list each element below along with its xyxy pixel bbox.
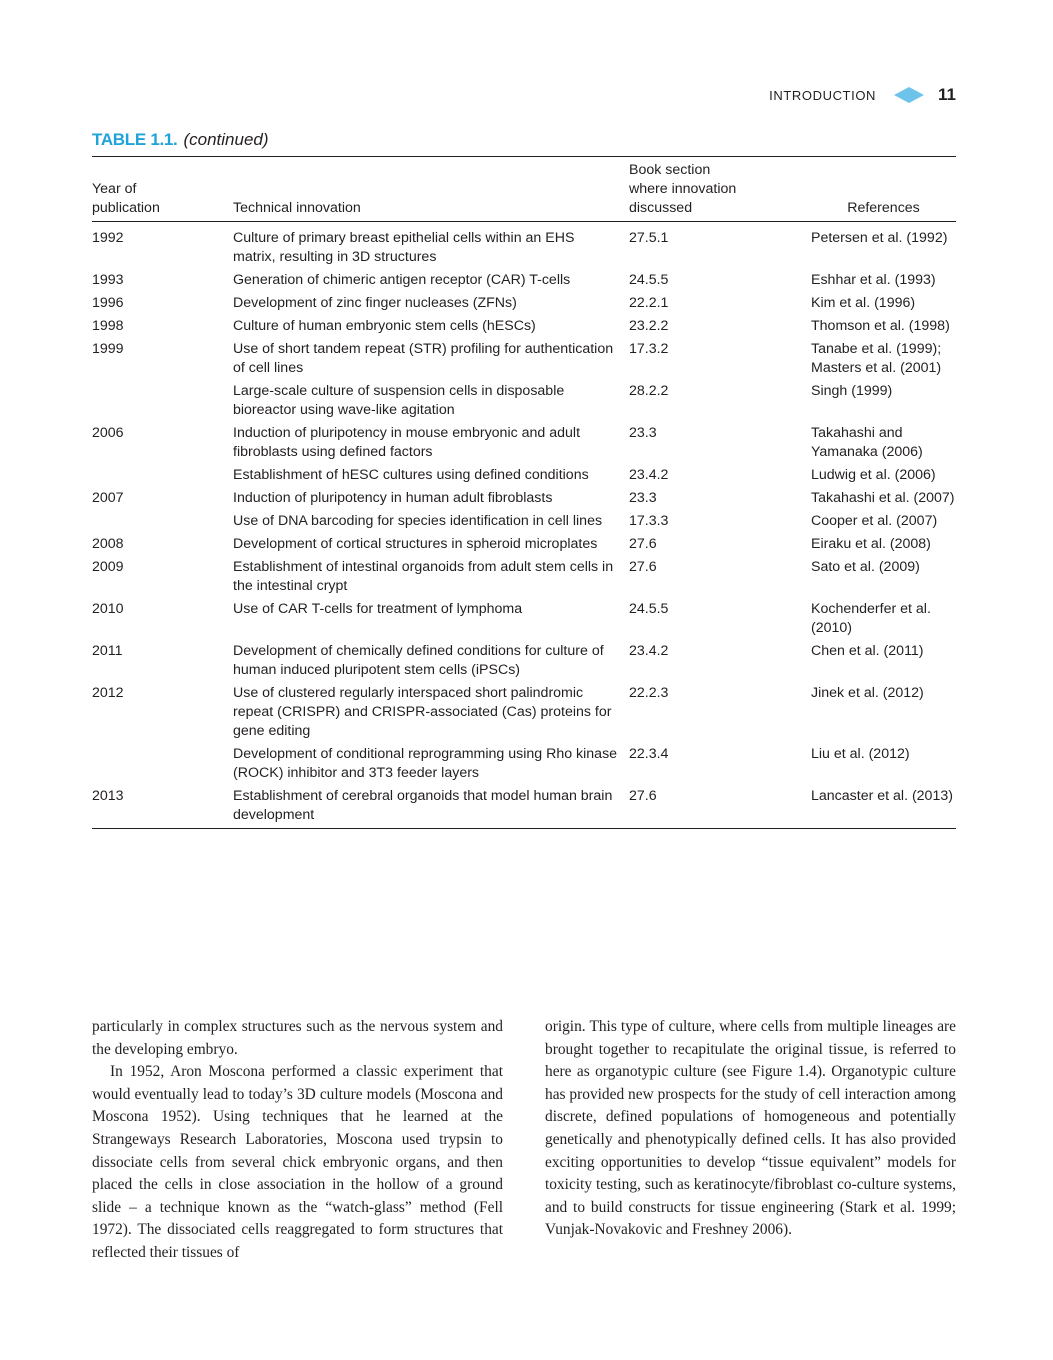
cell-year: 2006: [92, 425, 124, 441]
header-references: [811, 157, 956, 222]
cell-year: 2011: [92, 643, 123, 659]
innovation-table: [92, 156, 956, 829]
page-number: 11: [938, 85, 956, 104]
cell-innovation: Generation of chimeric antigen receptor (CAR) T-cells: [233, 272, 571, 288]
cell-section: 27.6: [629, 787, 811, 829]
cell-section: 17.3.3: [629, 513, 669, 529]
cell-section: 23.2.2: [629, 318, 669, 334]
header-section-line: where innovation: [629, 181, 737, 197]
table-row: [92, 535, 956, 558]
body-paragraph: particularly in complex structures such as the nervous system and the developing embryo.: [92, 1018, 503, 1058]
cell-references: Liu et al. (2012): [811, 746, 910, 762]
cell-section: 24.5.5: [629, 601, 669, 617]
cell-innovation: Use of DNA barcoding for species identification in cell lines: [233, 513, 603, 529]
cell-section: 27.6: [629, 559, 657, 575]
cell-section: 28.2.2: [629, 383, 669, 399]
cell-references: Singh (1999): [811, 383, 893, 399]
cell-innovation: Establishment of cerebral organoids that model human brain development: [233, 787, 629, 829]
table-row: [92, 558, 956, 600]
cell-innovation: Use of CAR T-cells for treatment of lymphoma: [233, 601, 523, 617]
table-caption: [92, 130, 269, 150]
table-header-row: [92, 157, 956, 222]
running-head-section: INTRODUCTION: [769, 87, 877, 103]
cell-references: Petersen et al. (1992): [811, 230, 948, 246]
cell-section: 23.3: [629, 490, 657, 506]
table-row: [92, 294, 956, 317]
table-row: [92, 271, 956, 294]
header-references-line: References: [847, 200, 920, 216]
running-head: [769, 84, 956, 106]
table-row: [92, 317, 956, 340]
cell-section: 22.2.3: [629, 685, 669, 701]
cell-references: Cooper et al. (2007): [811, 513, 938, 529]
cell-innovation: Large-scale culture of suspension cells in disposable bioreactor using wave-like agitation: [233, 383, 565, 418]
cell-references: Eiraku et al. (2008): [811, 536, 931, 552]
table-row: [92, 684, 956, 745]
cell-innovation: Induction of pluripotency in human adult fibroblasts: [233, 490, 553, 506]
cell-references: Thomson et al. (1998): [811, 318, 950, 334]
cell-section: 22.2.1: [629, 295, 669, 311]
table-row: [92, 745, 956, 787]
cell-section: 23.3: [629, 425, 657, 441]
cell-innovation: Use of clustered regularly interspaced short palindromic repeat (CRISPR) and CRISPR-associated (Cas) proteins for gene editing: [233, 685, 612, 739]
cell-references: Chen et al. (2011): [811, 643, 924, 659]
table-row: [92, 489, 956, 512]
body-paragraph: In 1952, Aron Moscona performed a classic experiment that would eventually lead to today’s 3D culture models (Moscona and Moscona 1952). Using techniques that he learned at the Strangeways Research Laboratories, Moscona used trypsin to dissociate cells from several chick embryonic organs, and then placed the cells in close association in the hollow of a ground slide – a technique known as the “watch-glass” method (Fell 1972). The dissociated cells reaggregated to form structures that reflected their tissues of: [92, 1063, 503, 1261]
cell-references: Eshhar et al. (1993): [811, 272, 936, 288]
cell-section: 22.3.4: [629, 746, 669, 762]
header-year: [92, 157, 233, 222]
cell-section: 24.5.5: [629, 272, 669, 288]
table-row: [92, 787, 956, 829]
cell-references: Sato et al. (2009): [811, 559, 920, 575]
cell-innovation: Induction of pluripotency in mouse embryonic and adult fibroblasts using defined factors: [233, 425, 581, 460]
header-innovation: [233, 157, 629, 222]
table-row: [92, 222, 956, 272]
cell-year: 2008: [92, 536, 124, 552]
cell-year: 2009: [92, 559, 124, 575]
cell-section: 27.5.1: [629, 230, 669, 246]
cell-references: Kim et al. (1996): [811, 295, 916, 311]
header-section: [629, 157, 811, 222]
cell-year: [92, 745, 233, 787]
cell-innovation: Development of cortical structures in spheroid microplates: [233, 536, 598, 552]
cell-references: Kochenderfer et al. (2010): [811, 601, 931, 636]
cell-year: [92, 512, 233, 535]
table-row: [92, 340, 956, 382]
cell-year: 2007: [92, 490, 124, 506]
cell-year: 1992: [92, 230, 124, 246]
cell-references: Tanabe et al. (1999); Masters et al. (2001): [811, 341, 942, 376]
table-row: [92, 466, 956, 489]
cell-innovation: Development of conditional reprogramming using Rho kinase (ROCK) inhibitor and 3T3 feeder layers: [233, 746, 618, 781]
table-row: [92, 642, 956, 684]
cell-year: 1993: [92, 272, 124, 288]
cell-year: 1998: [92, 318, 124, 334]
cell-innovation: Development of zinc finger nucleases (ZFNs): [233, 295, 517, 311]
table-body: [92, 222, 956, 829]
cell-innovation: Development of chemically defined conditions for culture of human induced pluripotent stem cells (iPSCs): [233, 643, 604, 678]
header-section-line: discussed: [629, 200, 693, 216]
diamond-icon: [894, 87, 924, 103]
cell-year: 1999: [92, 341, 124, 357]
cell-innovation: Establishment of intestinal organoids from adult stem cells in the intestinal crypt: [233, 559, 614, 594]
cell-references: Lancaster et al. (2013): [811, 787, 956, 829]
cell-innovation: Culture of primary breast epithelial cells within an EHS matrix, resulting in 3D structures: [233, 230, 575, 265]
cell-references: Takahashi and Yamanaka (2006): [811, 425, 923, 460]
cell-references: Ludwig et al. (2006): [811, 467, 936, 483]
cell-section: 23.4.2: [629, 643, 669, 659]
header-section-line: Book section: [629, 162, 711, 178]
cell-year: 2012: [92, 685, 124, 701]
cell-references: Jinek et al. (2012): [811, 685, 924, 701]
cell-year: 2013: [92, 787, 233, 829]
body-column-left: [92, 1016, 503, 1265]
cell-innovation: Culture of human embryonic stem cells (hESCs): [233, 318, 536, 334]
cell-section: 23.4.2: [629, 467, 669, 483]
cell-year: [92, 466, 233, 489]
header-innovation-line: Technical innovation: [233, 200, 361, 216]
cell-section: 17.3.2: [629, 341, 669, 357]
table-continued-label: (continued): [183, 130, 269, 149]
cell-references: Takahashi et al. (2007): [811, 490, 955, 506]
cell-innovation: Establishment of hESC cultures using defined conditions: [233, 467, 589, 483]
body-column-right: [545, 1016, 956, 1242]
body-paragraph: origin. This type of culture, where cells from multiple lineages are brought together to recapitulate the original tissue, is referred to here as organotypic culture (see Figure 1.4). Organotypic culture has provided new prospects for the study of cell interaction among discrete, defined populations of homogeneous and potentially genetically and phenotypically defined cells. It has also provided exciting opportunities to develop “tissue equivalent” models for toxicity testing, such as keratinocyte/fibroblast co-culture systems, and to build constructs for tissue engineering (Stark et al. 1999; Vunjak-Novakovic and Freshney 2006).: [545, 1018, 956, 1239]
table-row: [92, 512, 956, 535]
cell-year: [92, 382, 233, 424]
table-label: TABLE 1.1.: [92, 130, 178, 149]
table-row: [92, 424, 956, 466]
cell-innovation: Use of short tandem repeat (STR) profiling for authentication of cell lines: [233, 341, 614, 376]
cell-year: 2010: [92, 601, 124, 617]
table-row: [92, 382, 956, 424]
cell-year: 1996: [92, 295, 124, 311]
header-year-line: Year of: [92, 181, 137, 197]
header-year-line: publication: [92, 200, 160, 216]
cell-section: 27.6: [629, 536, 657, 552]
table-row: [92, 600, 956, 642]
